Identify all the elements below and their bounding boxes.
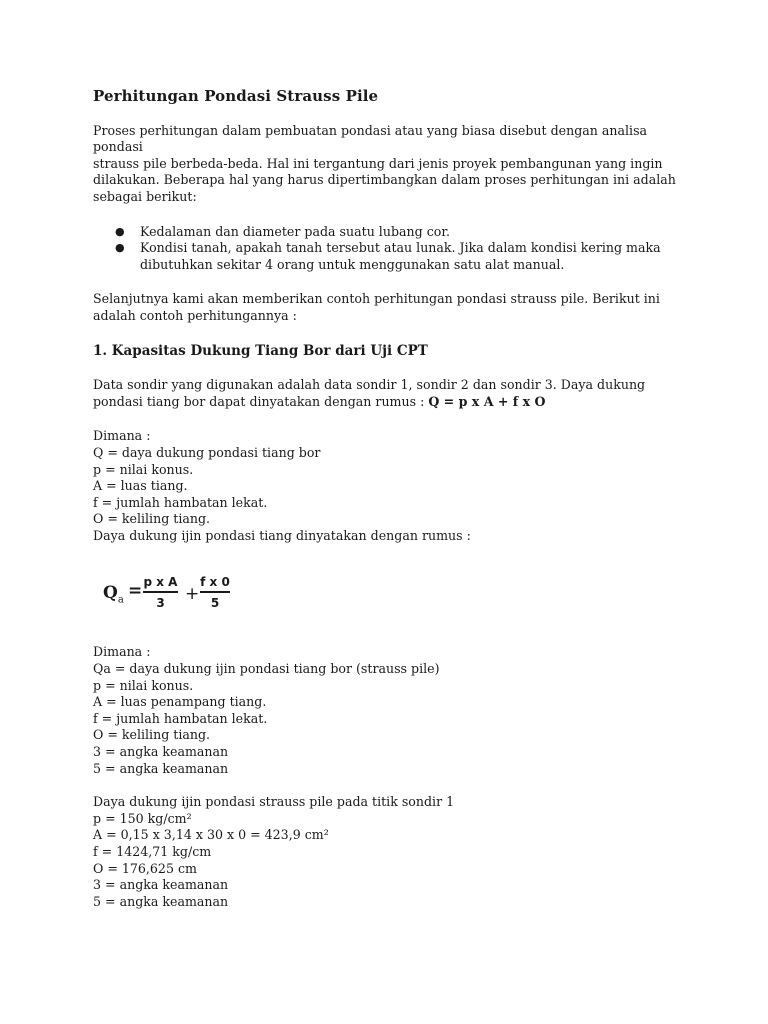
definition-line: f = jumlah hambatan lekat. xyxy=(93,710,268,726)
section-heading: 1. Kapasitas Dukung Tiang Bor dari Uji CPT xyxy=(93,342,428,359)
list-item-text: Kondisi tanah, apakah tanah tersebut atau lunak. Jika dalam kondisi kering maka xyxy=(140,240,661,256)
value-line: A = 0,15 x 3,14 x 30 x 0 = 423,9 cm² xyxy=(93,827,329,843)
definition-line: A = luas tiang. xyxy=(93,478,188,494)
fraction-numerator: f x 0 xyxy=(200,575,230,590)
fraction-bar xyxy=(143,591,178,593)
definitions-block-2 xyxy=(93,644,683,777)
value-line: Daya dukung ijin pondasi strauss pile pada titik sondir 1 xyxy=(93,794,455,810)
definition-line: A = luas penampang tiang. xyxy=(93,694,267,710)
sondir-paragraph xyxy=(93,377,683,410)
capacity-formula: Q = p x A + f x O xyxy=(428,393,546,409)
bullet-icon: ● xyxy=(115,241,125,255)
fraction-denominator: 5 xyxy=(210,596,220,611)
definition-line: p = nilai konus. xyxy=(93,461,194,477)
list-item xyxy=(93,224,683,241)
intro-line: dilakukan. Beberapa hal yang harus dipertimbangkan dalam proses perhitungan ini adalah xyxy=(93,172,676,188)
fraction-numerator: p x A xyxy=(143,575,178,590)
fraction-bar xyxy=(200,591,230,593)
formula-lhs: $Q_a$ xyxy=(103,583,124,606)
definition-line: f = jumlah hambatan lekat. xyxy=(93,494,268,510)
definition-line: O = keliling tiang. xyxy=(93,727,211,743)
list-item-text: Kedalaman dan diameter pada suatu lubang cor. xyxy=(140,223,450,239)
definition-line: Qa = daya dukung ijin pondasi tiang bor (strauss pile) xyxy=(93,661,440,677)
next-paragraph xyxy=(93,291,683,324)
intro-paragraph xyxy=(93,123,683,206)
definition-line: 5 = angka keamanan xyxy=(93,760,229,776)
formula-equals: = xyxy=(128,581,143,602)
list-item xyxy=(93,240,683,273)
sondir-line: Data sondir yang digunakan adalah data sondir 1, sondir 2 dan sondir 3. Daya dukung xyxy=(93,377,646,393)
list-item-text: dibutuhkan sekitar 4 orang untuk menggunakan satu alat manual. xyxy=(140,256,565,272)
value-line: 3 = angka keamanan xyxy=(93,877,229,893)
document-page xyxy=(93,88,683,910)
next-line: adalah contoh perhitungannya : xyxy=(93,307,297,323)
definition-line: Q = daya dukung pondasi tiang bor xyxy=(93,444,321,460)
definition-line: Daya dukung ijin pondasi tiang dinyatakan dengan rumus : xyxy=(93,527,471,543)
considerations-list xyxy=(93,224,683,274)
definition-line: Dimana : xyxy=(93,428,151,444)
page-title: Perhitungan Pondasi Strauss Pile xyxy=(93,87,379,105)
definition-line: 3 = angka keamanan xyxy=(93,744,229,760)
value-line: O = 176,625 cm xyxy=(93,860,197,876)
formula-fraction-2 xyxy=(200,574,230,611)
allowable-capacity-formula xyxy=(93,544,683,644)
definition-line: p = nilai konus. xyxy=(93,677,194,693)
value-line: f = 1424,71 kg/cm xyxy=(93,844,212,859)
formula-plus: + xyxy=(185,584,200,605)
intro-line: strauss pile berbeda-beda. Hal ini tergantung dari jenis proyek pembangunan yang ingin xyxy=(93,155,663,171)
sondir-1-values xyxy=(93,794,683,910)
value-line: p = 150 kg/cm² xyxy=(93,810,192,826)
bullet-icon: ● xyxy=(115,224,125,238)
value-line: 5 = angka keamanan xyxy=(93,893,229,909)
next-line: Selanjutnya kami akan memberikan contoh perhitungan pondasi strauss pile. Berikut ini xyxy=(93,291,660,307)
definition-line: O = keliling tiang. xyxy=(93,511,211,527)
fraction-denominator: 3 xyxy=(156,596,165,611)
intro-line: Proses perhitungan dalam pembuatan pondasi atau yang biasa disebut dengan analisa pondasi xyxy=(93,122,648,155)
sondir-line: pondasi tiang bor dapat dinyatakan dengan rumus : xyxy=(93,393,429,409)
formula-fraction-1 xyxy=(143,574,178,611)
intro-line: sebagai berikut: xyxy=(93,188,197,204)
definition-line: Dimana : xyxy=(93,644,151,660)
definitions-block-1 xyxy=(93,428,683,544)
